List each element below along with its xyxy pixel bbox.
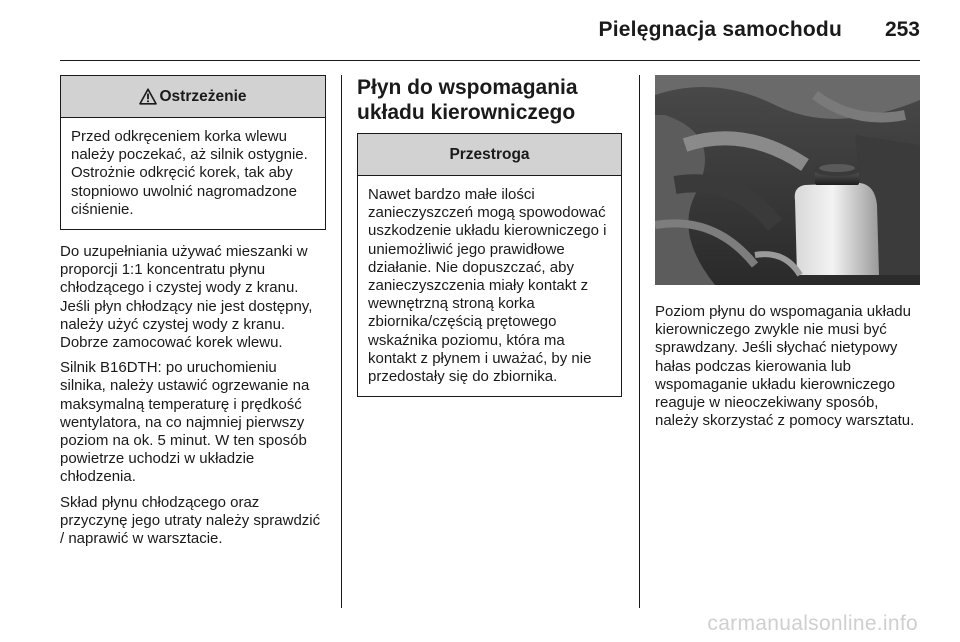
warning-box-header [61, 76, 325, 118]
body-paragraph: Silnik B16DTH: po uruchomieniu silnika, należy ustawić ogrzewanie na maksymalną temperaturę i prędkość wentylatora, na co najmniej pierwszy poziom na ok. 5 minut. W ten sposób powietrze uchodzi w układzie chłodzenia. [60, 359, 310, 486]
watermark: carmanualsonline.info [707, 612, 918, 635]
header-rule [60, 60, 920, 61]
page-number: 253 [884, 18, 920, 41]
column-3 [655, 75, 920, 437]
caution-box-text: Nawet bardzo małe ilości zanieczyszczeń mogą spowodować uszkodzenie układu kierowniczego i uniemożliwić jego prawidłowe działanie. Nie dopuszczać, aby zanieczyszczenia miały kontakt z wewnętrzną stroną korka zbiornika/częścią prętowego wskaźnika poziomu, która ma kontakt z płynem i uważać, by nie przedostały się do zbiornika. [368, 186, 607, 386]
body-paragraph: Poziom płynu do wspomagania układu kierowniczego zwykle nie musi być sprawdzany. Jeśli słychać nietypowy hałas podczas kierowania lub wspomaganie układu kierowniczego reaguje w nieoczekiwany sposób, należy skorzystać z pomocy warsztatu. [655, 303, 915, 430]
caution-box-header [358, 134, 621, 176]
column-divider [639, 75, 640, 608]
column-2 [357, 75, 622, 397]
header-title: Pielęgnacja samochodu [598, 18, 842, 41]
section-title: Płyn do wspomagania układu kierowniczego [357, 76, 578, 124]
caution-box-title: Przestroga [449, 145, 530, 163]
column-divider [341, 75, 342, 608]
caution-box [357, 133, 622, 397]
engine-bay-reservoir-photo [655, 75, 920, 285]
warning-box-title: Ostrzeżenie [159, 87, 247, 105]
warning-triangle-icon [139, 88, 157, 105]
body-paragraph: Do uzupełniania używać mieszanki w proporcji 1:1 koncentratu płynu chłodzącego i czystej wody z kranu. Jeśli płyn chłodzący nie jest dostępny, należy użyć czystej wody z kranu. Dobrze zamocować korek wlewu. [60, 243, 313, 352]
warning-box [60, 75, 326, 230]
warning-box-text: Przed odkręceniem korka wlewu należy poczekać, aż silnik ostygnie. Ostrożnie odkręcić korek, tak aby stopniowo uwolnić nagromadzone ciśnienie. [71, 128, 308, 218]
column-1 [60, 75, 326, 555]
body-paragraph: Skład płynu chłodzącego oraz przyczynę jego utraty należy sprawdzić / naprawić w warsztacie. [60, 493, 321, 548]
